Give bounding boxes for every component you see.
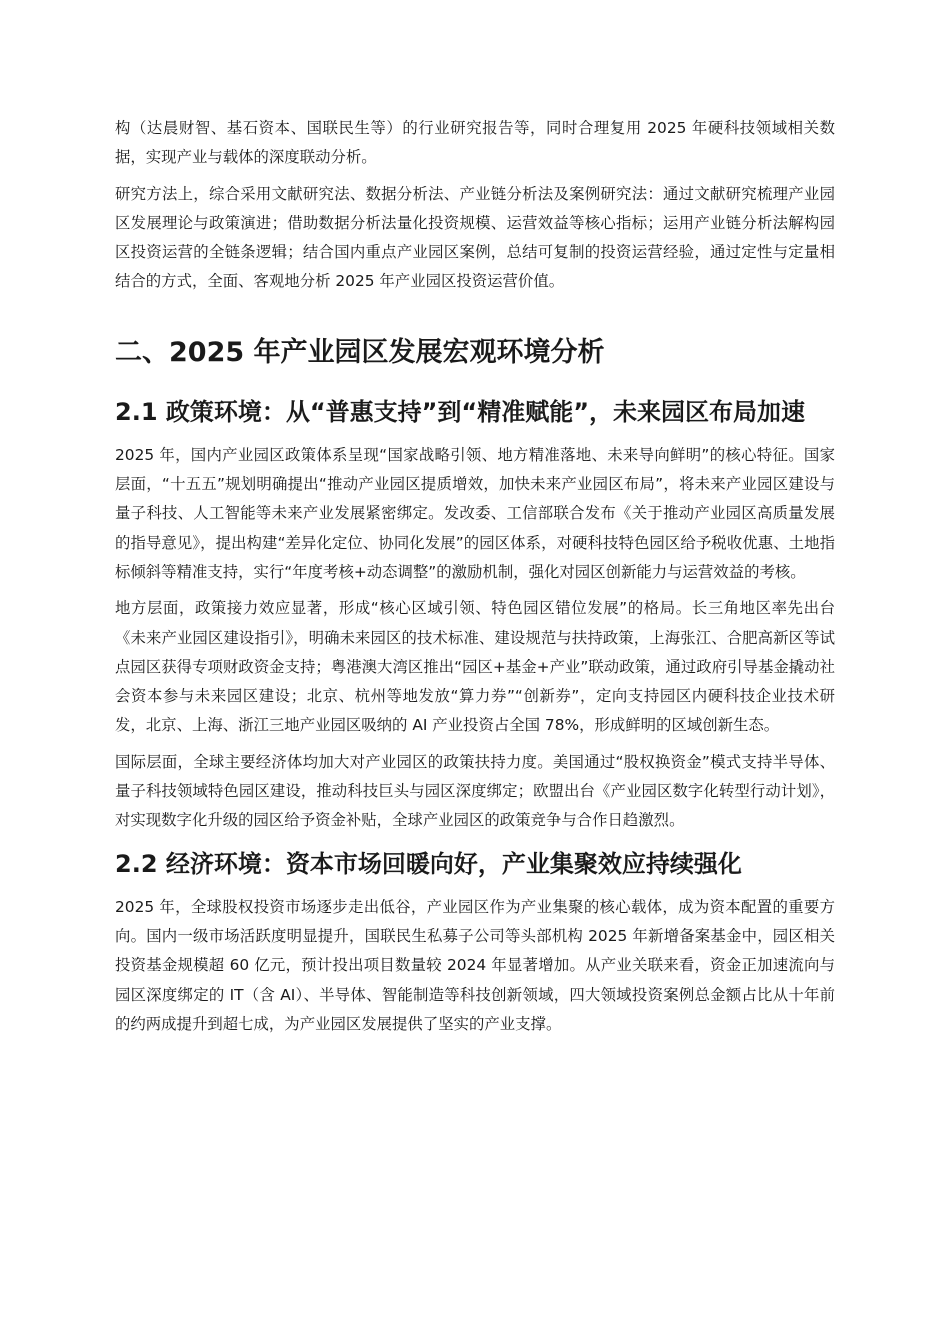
- intro-paragraph-2: 研究方法上，综合采用文献研究法、数据分析法、产业链分析法及案例研究法：通过文献研究梳理产业园区发展理论与政策演进；借助数据分析法量化投资规模、运营效益等核心指标；运用产业链分析法解构园区投资运营的全链条逻辑；结合国内重点产业园区案例，总结可复制的投资运营经验，通过定性与定量相结合的方式，全面、客观地分析 2025 年产业园区投资运营价值。: [115, 184, 835, 291]
- section-2-heading: 二、2025 年产业园区发展宏观环境分析: [115, 336, 605, 368]
- section-2-1-heading: 2.1 政策环境：从“普惠支持”到“精准赋能”，未来园区布局加速: [115, 397, 805, 426]
- section-2-2-paragraph-1: 2025 年，全球股权投资市场逐步走出低谷，产业园区作为产业集聚的核心载体，成为资本配置的重要方向。国内一级市场活跃度明显提升，国联民生私募子公司等头部机构 2025 年新增备案基金中，园区相关投资基金规模超 60 亿元，预计投出项目数量较 2024 年显著增加。从产业关联来看，资金正加速流向与园区深度绑定的 IT（含 AI）、半导体、智能制造等科技创新领域，四大领域投资案例总金额占比从十年前的约两成提升到超七成，为产业园区发展提供了坚实的产业支撑。: [115, 897, 835, 1033]
- intro-paragraph-1: 构（达晨财智、基石资本、国联民生等）的行业研究报告等，同时合理复用 2025 年硬科技领域相关数据，实现产业与载体的深度联动分析。: [115, 119, 835, 167]
- section-2-1-paragraph-2: 地方层面，政策接力效应显著，形成“核心区域引领、特色园区错位发展”的格局。长三角地区率先出台《未来产业园区建设指引》，明确未来园区的技术标准、建设规范与扶持政策，上海张江、合肥高新区等试点园区获得专项财政资金支持；粤港澳大湾区推出“园区+基金+产业”联动政策，通过政府引导基金撬动社会资本参与未来园区建设；北京、杭州等地发放“算力券”“创新券”，定向支持园区内硬科技企业技术研发，北京、上海、浙江三地产业园区吸纳的 AI 产业投资占全国 78%，形成鲜明的区域创新生态。: [115, 599, 835, 735]
- section-2-1-paragraph-1: 2025 年，国内产业园区政策体系呈现“国家战略引领、地方精准落地、未来导向鲜明”的核心特征。国家层面，“十五五”规划明确提出“推动产业园区提质增效，加快未来产业园区布局”，将未来产业园区建设与量子科技、人工智能等未来产业发展紧密绑定。发改委、工信部联合发布《关于推动产业园区高质量发展的指导意见》，提出构建“差异化定位、协同化发展”的园区体系，对硬科技特色园区给予税收优惠、土地指标倾斜等精准支持，实行“年度考核+动态调整”的激励机制，强化对园区创新能力与运营效益的考核。: [115, 445, 835, 581]
- section-2-1-paragraph-3: 国际层面，全球主要经济体均加大对产业园区的政策扶持力度。美国通过“股权换资金”模式支持半导体、量子科技领域特色园区建设，推动科技巨头与园区深度绑定；欧盟出台《产业园区数字化转型行动计划》，对实现数字化升级的园区给予资金补贴，全球产业园区的政策竞争与合作日趋激烈。: [115, 752, 835, 830]
- section-2-2-heading: 2.2 经济环境：资本市场回暖向好，产业集聚效应持续强化: [115, 849, 742, 878]
